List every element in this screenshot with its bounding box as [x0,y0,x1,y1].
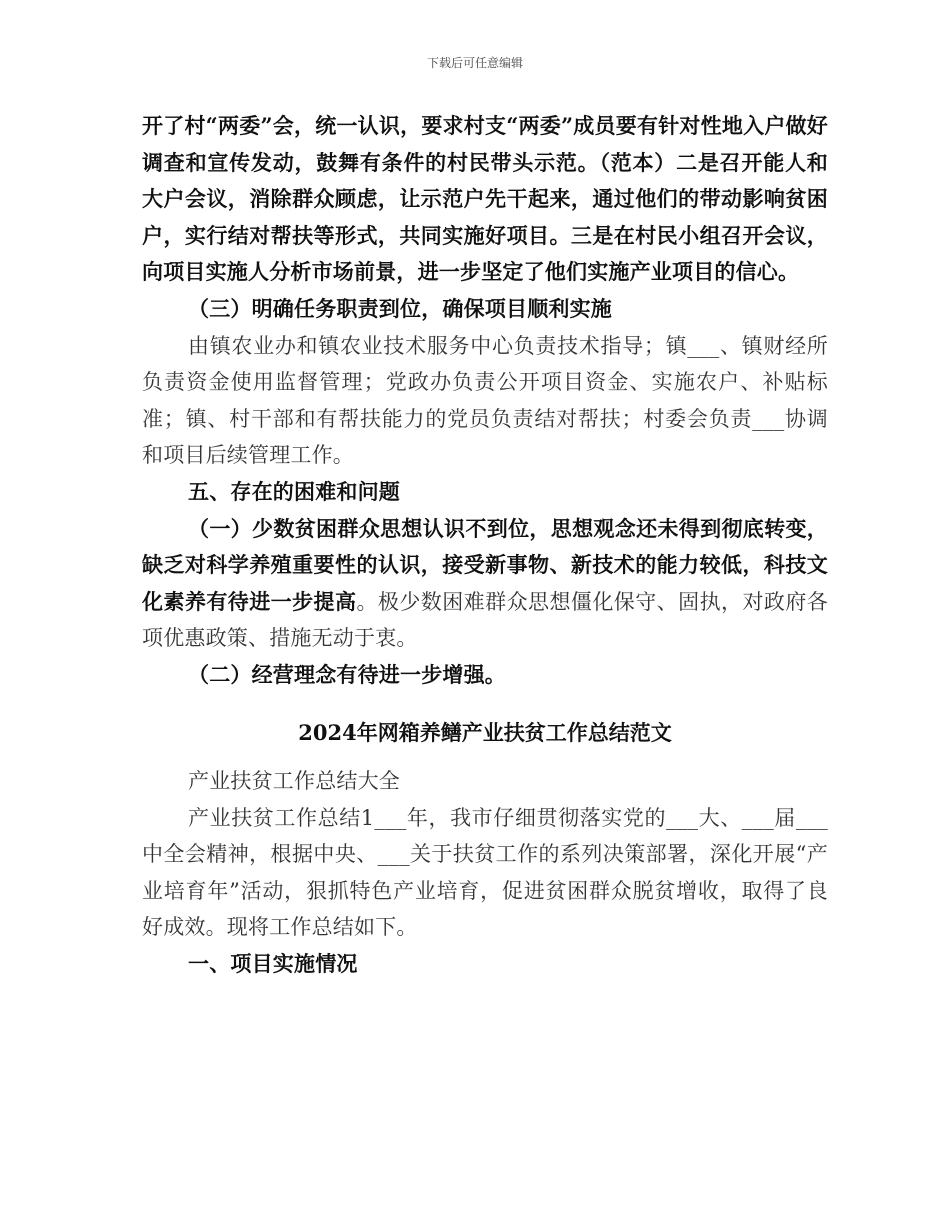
paragraph-difficulty-one [142,511,828,657]
heading-difficulties-problems: 五、存在的困难和问题 [188,478,400,504]
paragraph-summary-collection: 产业扶贫工作总结大全 [188,769,400,794]
heading-task-responsibility: （三）明确任务职责到位，确保项目顺利实施 [188,295,612,321]
heading-difficulty-two: （二）经营理念有待进一步增强。 [188,661,506,687]
difficulty-one-rest-text: 。极少数困难群众思想僵化保守、固执，对政府各项优惠政策、措施无动于衷。 [142,589,828,651]
paragraph-summary-intro: 产业扶贫工作总结1___年，我市仔细贯彻落实党的___大、___届___中全会精神，根据中央、___关于扶贫工作的系列决策部署，深化开展“产业培育年”活动，狠抓特色产业培育，促进贫困群众脱贫增收，取得了良好成效。现将工作总结如下。 [142,805,828,940]
difficulty-one-bold-text: （一）少数贫困群众思想认识不到位，思想观念还未得到彻底转变，缺乏对科学养殖重要性的认识，接受新事物、新技术的能力较低，科技文化素养有待进一步提高 [142,515,828,614]
paragraph-responsibility-assignment: 由镇农业办和镇农业技术服务中心负责技术指导；镇___、镇财经所负责资金使用监督管理；党政办负责公开项目资金、实施农户、补贴标准；镇、村干部和有帮扶能力的党员负责结对帮扶；村委会负责___协调和项目后续管理工作。 [142,333,828,468]
document-title: 2024年网箱养鳝产业扶贫工作总结范文 [298,719,672,745]
paragraph-meeting-mobilization: 开了村“两委”会，统一认识，要求村支“两委”成员要有针对性地入户做好调查和宣传发动，鼓舞有条件的村民带头示范。（范本）二是召开能人和大户会议，消除群众顾虑，让示范户先干起来，通过他们的带动影响贫困户，实行结对帮扶等形式，共同实施好项目。三是在村民小组召开会议，向项目实施人分析市场前景，进一步坚定了他们实施产业项目的信心。 [142,113,828,285]
heading-project-implementation: 一、项目实施情况 [188,951,358,977]
document-body [142,108,828,983]
page-header-note: 下载后可任意编辑 [426,56,523,70]
